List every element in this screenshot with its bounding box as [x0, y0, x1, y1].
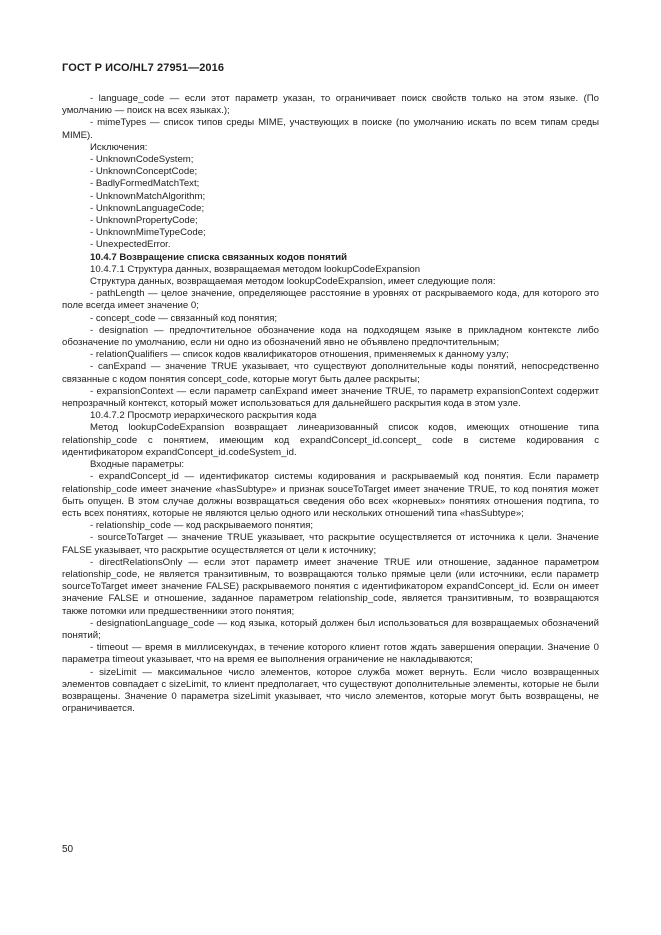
- field-item: - expansionContext — если параметр canExpand имеет значение TRUE, то параметр expansionContext содержит непрозрачный контекст, который может использоваться для дальнейшего раскрытия кода в этом узле.: [62, 385, 599, 410]
- document-header: ГОСТ Р ИСО/HL7 27951—2016: [62, 62, 225, 74]
- field-item: - pathLength — целое значение, определяющее расстояние в уровнях от раскрываемого кода, для которого это поле всегда имеет значение 0;: [62, 288, 599, 312]
- section-heading: 10.4.7 Возвращение списка связанных кодов понятий: [90, 251, 348, 263]
- exception-item: - UnknownMimeTypeCode;: [90, 227, 206, 239]
- subsection-heading: 10.4.7.1 Структура данных, возвращаемая методом lookupCodeExpansion: [90, 263, 421, 275]
- exception-item: - UnknownPropertyCode;: [90, 215, 198, 227]
- body-paragraph: Структура данных, возвращаемая методом lookupCodeExpansion, имеет следующие поля:: [90, 276, 496, 288]
- param-item: - timeout — время в миллисекундах, в течение которого клиент готов ждать завершения операции. Значение 0 параметра timeout указывает, что на время ее выполнения ограничение не накладываются;: [62, 642, 599, 666]
- subsection-heading: 10.4.7.2 Просмотр иерархического раскрытия кода: [90, 410, 317, 422]
- exceptions-label: Исключения:: [90, 141, 148, 153]
- field-item: - concept_code — связанный код понятия;: [90, 312, 278, 324]
- param-item: - designationLanguage_code — код языка, который должен был использоваться для возвращаемых обозначений понятий;: [62, 617, 599, 641]
- param-item: - directRelationsOnly — если этот параметр имеет значение TRUE или отношение, заданное параметром relationship_code, не является транзитивным, то возвращаются только прямые цели (или источники, если параметр sourceToTarget имеет значение FALSE) раскрываемого понятия с идентификатором expandConcept_id. Если он имеет значение FALSE и отношение, заданное параметром relationship_code, является транзитивным, то возвращаются также потомки или предшественники этого понятия;: [62, 556, 599, 617]
- field-item: - designation — предпочтительное обозначение кода на подходящем языке в прикладном контексте либо обозначение по умолчанию, если ни одно из обозначений явно не объявлено предпочтительным;: [62, 324, 599, 349]
- page-number: 50: [62, 844, 74, 855]
- exception-item: - BadlyFormedMatchText;: [90, 178, 200, 190]
- field-item: - relationQualifiers — список кодов квалификаторов отношения, применяемых к данному узлу;: [90, 349, 509, 361]
- exception-item: - UnknownCodeSystem;: [90, 154, 194, 166]
- exception-item: - UnknownConceptCode;: [90, 166, 198, 178]
- param-item: - sourceToTarget — значение TRUE указывает, что раскрытие осуществляется от источника к цели. Значение FALSE указывает, что раскрытие осуществляется от цели к источнику;: [62, 532, 599, 556]
- exception-item: - UnexpectedError.: [90, 239, 171, 251]
- exception-item: - UnknownMatchAlgorithm;: [90, 190, 206, 202]
- field-item: - canExpand — значение TRUE указывает, что существуют дополнительные коды понятий, непосредственно связанные с кодом понятия concept_code, которые могут быть далее раскрыты;: [62, 361, 599, 385]
- param-item: - sizeLimit — максимальное число элементов, которое служба может вернуть. Если число возвращенных элементов совпадает с sizeLimit, то клиент предполагает, что существуют дополнительные элементы, которые не были возвращены. Значение 0 параметра sizeLimit указывает, что число элементов, которые могут быть возвращены, не ограничивается.: [62, 666, 599, 715]
- input-params-label: Входные параметры:: [90, 459, 185, 471]
- param-language-code: - language_code — если этот параметр указан, то ограничивает поиск свойств только на этом языке. (По умолчанию — поиск на всех языках.);: [62, 93, 599, 117]
- param-item: - relationship_code — код раскрываемого понятия;: [90, 520, 314, 532]
- param-item: - expandConcept_id — идентификатор системы кодирования и раскрываемый код понятия. Если параметр relationship_code имеет значение «hasSubtype» и признак souceToTarget имеет значение TRUE, то код понятия может быть опущен. В этом случае должны возвращаться сведения обо всех «корневых» понятиях отношения подтипа, то есть всех понятиях, которые не являются целью одного или нескольких отношений типа «hasSubtype»;: [62, 471, 599, 519]
- param-mime-types: - mimeTypes — список типов среды MIME, участвующих в поиске (по умолчанию искать по всем типам среды MIME).: [62, 117, 599, 141]
- document-body: [62, 93, 599, 715]
- body-paragraph: Метод lookupCodeExpansion возвращает линеаризованный список кодов, имеющих отношение типа relationship_code с понятием, имеющим код expandConcept_id.concept_ code в системе кодирования с идентификатором expandConcept_id.codeSystem_id.: [62, 422, 599, 458]
- exception-item: - UnknownLanguageCode;: [90, 202, 205, 214]
